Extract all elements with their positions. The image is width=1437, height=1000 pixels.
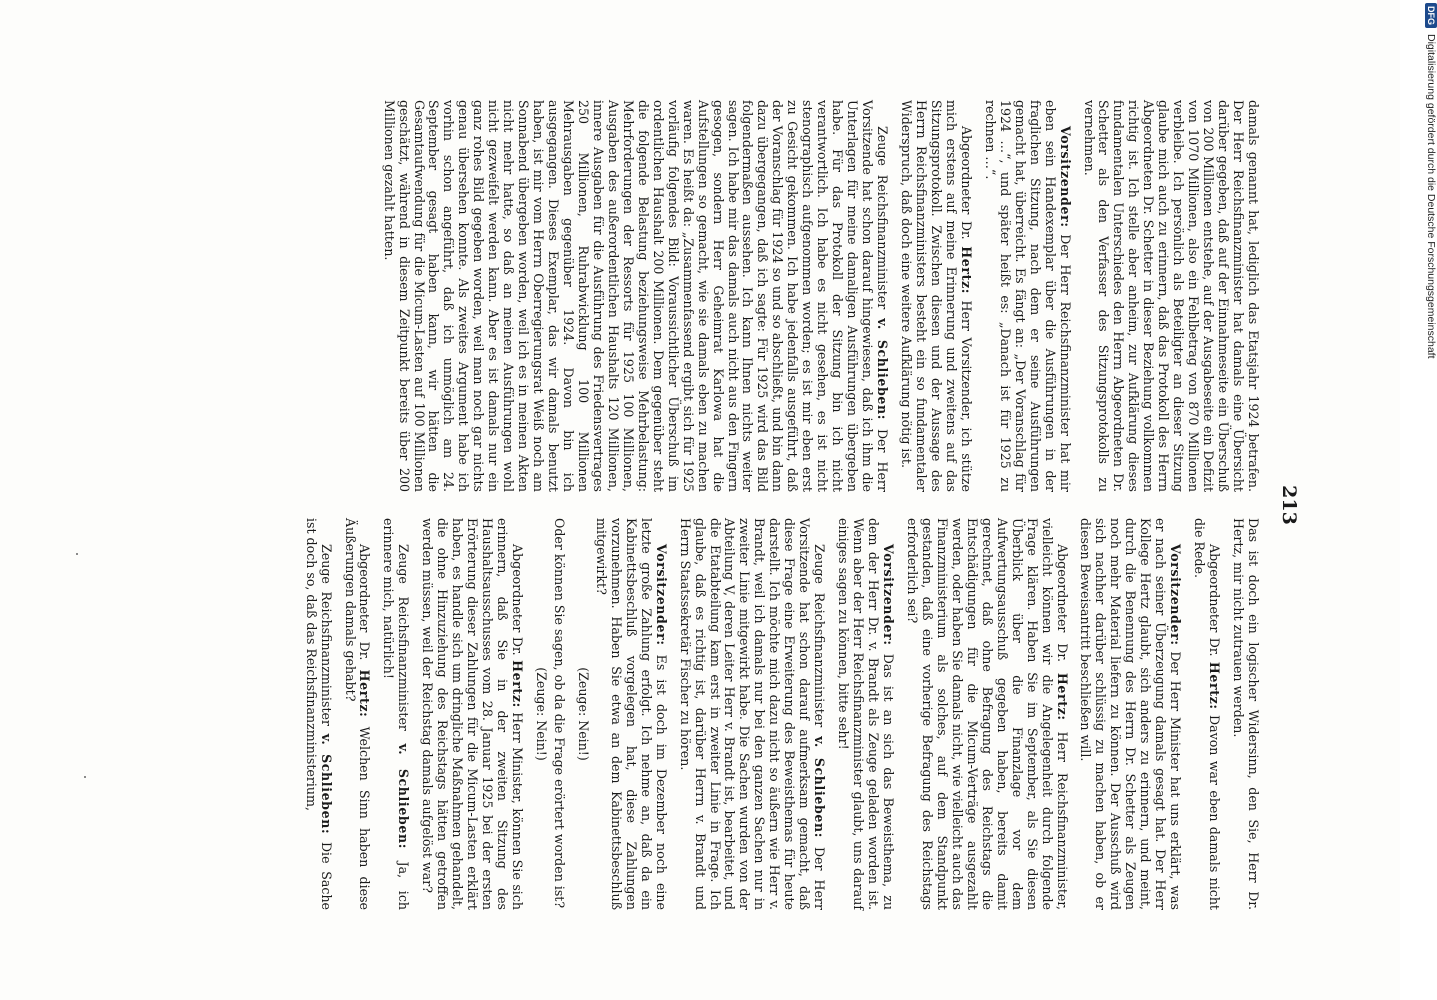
left-column [381,100,1260,492]
speaker-role: Abgeordneter Dr. [1054,544,1070,663]
speaker-role: Zeuge Reichsfinanzminister [812,544,828,728]
right-column [303,518,1260,910]
paragraph-text: Ja, ich erinnere mich, natürlich! [381,518,412,910]
speaker-role: Abgeordneter Dr. [1207,544,1223,657]
speaker-role: Abgeordneter Dr. [357,544,373,661]
paragraph-text: Das ist doch ein logischer Widersinn, den Sie, Herr Dr. Hertz, mir nicht zutrauen werden. [1231,518,1261,910]
speaker-name: v. Schlieben: [396,743,412,849]
paragraph [419,518,524,910]
paragraph-text: Das ist an sich das Beweisthema, zu dem der Herr Dr. v. Brandt als Zeuge geladen worden ist. Wenn aber der Herr Reichsfinanzminister glaubt, uns darauf einiges sagen zu können, bitte sehr! [836,518,897,910]
paragraph [380,518,410,910]
paragraph [904,518,1068,910]
paragraph-text: Herr Vorsitzender, ich stütze mich erstens auf meine Erinnerung und zweitens auf das Sitzungsprotokoll. Zwischen diesen und der Aussage des Herrn Reichsfinanzministers besteht ein so fundamentaler Widerspruch, daß doch eine weitere Aufklärung nötig ist. [899,100,974,492]
scan-speck [76,553,78,555]
paragraph: (Zeuge: Nein!) [534,667,550,761]
paragraph [551,518,566,910]
paragraph-text: Welchen Sinn haben diese Äußerungen damals gehabt? [342,518,373,910]
paragraph-text: Der Herr Vorsitzende hat schon darauf hingewiesen, daß ich ihm die Unterlagen für meine damaligen Ausführungen übergeben habe. Für das Protokoll der Sitzung bin ich nicht verantwortlich. Ich habe es nicht gesehen, es ist nicht stenographisch aufgenommen worden; es ist mir eben erst zu Gesicht gekommen. Ich habe jedenfalls ausgeführt, daß der Voranschlag für 1924 so und so abschließt, und bin dann dazu übergegangen, daß ich sagte: Für 1925 wird das Bild folgendermaßen aussehen. Ich kann Ihnen nichts weiter sagen. Ich habe mir das damals auch nicht aus den Fingern gesogen, sondern Herr Geheimrat Karlowa hat die Aufstellungen so gemacht, wie sie damals eben zu machen waren. Es heißt da: „Zusammenfassend ergibt sich für 1925 vorläufig folgendes Bild: Voraussichtlicher Überschuß im ordentlichen Haushalt 200 Millionen. Dem gegenüber steht die folgende Belastung beziehungsweise Mehrbelastung: Mehrforderungen der Ressorts für 1925 100 Millionen, Ausgaben des außerordentlichen Haushalts 120 Millionen, innere Ausgaben für die Ausführung des Friedensvertrages 250 Millionen, Ruhrabwicklung 100 Millionen Mehrausgaben gegenüber 1924. Davon bin ich ausgegangen. Dieses Exemplar, das wir damals benutzt haben, ist mir vom Herrn Oberregierungsrat Weiß noch am Sonnabend übergeben worden, weil ich es in meinen Akten nicht mehr hatte, so daß an meinen Ausführungen wohl nicht gezweifelt werden kann. Aber es ist damals nur ein ganz rohes Bild gegeben worden, weil man noch gar nichts genau übersehen konnte. Als zweites Argument habe ich vorhin schon angeführt, daß ich unmöglich am 24. September gesagt haben kann, wir hätten die Gesamtaufwendung für die Micum-Lasten auf 100 Millionen geschätzt, während in diesem Zeitpunkt bereits über 200 Millionen gezahlt hatten. [381,100,891,492]
paragraph-text: damals genannt hat, lediglich das Etatsjahr 1924 betrafen. Der Herr Reichsfinanzminister hat damals eine Übersicht darüber gegeben, daß auf der Einnahmeseite ein Überschuß von 200 Millionen entstehe, auf der Ausgabeseite ein Defizit von 1070 Millionen, also ein Fehlbetrag von 870 Millionen verbleibe. Ich persönlich als Beteiligter an dieser Sitzung glaube mich auch zu erinnern, daß das Protokoll des Herrn Abgeordneten Dr. Schetter in dieser Beziehung vollkommen richtig ist. Ich stelle aber anheim, zur Aufklärung dieses fundamentalen Unterschiedes den Herrn Abgeordneten Dr. Schetter als den Verfasser des Sitzungsprotokolls zu vernehmen. [1081,100,1261,492]
speaker-name: Hertz: [1207,661,1223,710]
paragraph-text: Davon war eben damals nicht die Rede. [1192,518,1223,910]
paragraph-text: Oder können Sie sagen, ob da die Frage erörtert worden ist? [551,518,567,909]
paragraph [593,518,668,910]
paragraph [1191,518,1221,910]
paragraph [1078,518,1183,910]
speaker-role: Zeuge Reichsfinanzminister [875,126,891,310]
speaker-name: Hertz: [510,660,526,708]
paragraph: (Zeuge: Nein!) [575,667,591,761]
speaker-name: Hertz: [958,246,974,294]
speaker-name: v. Schlieben: [318,733,334,835]
speaker-role: Zeuge Reichsfinanzminister [318,544,334,727]
paragraph [381,100,889,492]
speaker-name: v. Schlieben: [875,318,891,420]
paragraph-text: Es ist doch im Dezember noch eine letzte große Zahlung erfolgt. Ich nehme an, daß da ein Kabinettsbeschluß vorgelegen hat, diese Zahlungen vorzunehmen. Haben Sie etwa an dem Kabinettsbeschluß mitgewirkt? [593,518,669,910]
scan-speck [84,776,86,778]
speaker-name: Hertz: [357,669,373,718]
paragraph [342,518,372,910]
speaker-name: Vorsitzender: [653,544,669,646]
speaker-name: Vorsitzender: [881,544,897,646]
paragraph-text: Die Sache ist doch so, daß das Reichsfinanzministerium, [303,518,334,911]
paragraph-text: Der Herr Minister hat uns erklärt, was er nach seiner Überzeugung damals gesagt hat. Der Herr Kollege Hertz glaubt, sich anders zu erinnern, und meint, durch die Benennung des Herrn Dr. Schetter als Zeugen noch mehr Material liefern zu können. Der Ausschuß wird sich nachher darüber schlüssig zu machen haben, ob er diesen Beweisantritt beschließen will. [1078,518,1184,910]
paragraph [677,518,827,910]
paragraph-text: Herr Reichsfinanzminister, vielleicht können wir die Angelegenheit durch folgende Frage klären. Haben Sie im September, als Sie diesen Überblick über die Finanzlage vor dem Aufwertungsausschuß gegeben haben, bereits damit gerechnet, daß ohne Befragung des Reichstags die Entschädigungen für die Micum-Verträge ausgezahlt werden, oder haben Sie damals nicht, wie vielleicht auch das Finanzministerium als solches, auf dem Standpunkt gestanden, daß eine vorherige Befragung des Reichstags erforderlich sei? [904,518,1070,910]
speaker-name: Vorsitzender: [1168,544,1184,646]
speaker-name: v. Schlieben: [812,736,828,838]
page-number: 213 [1278,485,1300,525]
paragraph [835,518,895,910]
paragraph [303,518,333,910]
paragraph [1081,100,1260,492]
paragraph [898,100,973,492]
dfg-logo: DFG [1425,3,1437,28]
speaker-name: Hertz: [1054,672,1070,721]
speaker-role: Abgeordneter Dr. [510,544,526,656]
speaker-role: Zeuge Reichsfinanzminister [396,544,412,731]
paragraph-text: Herr Minister, können Sie sich erinnern, daß Sie in der zweiten Sitzung des Haushaltsausschusses vom 28. Januar 1925 bei der ersten Erörterung dieser Zahlungen für die Micum-Lasten erklärt haben, es handle sich um dringliche Maßnahmen gehandelt, die ohne Hinzuziehung des Reichstags hätten getroffen werden müssen, weil der Reichstag damals aufgelöst war? [420,518,526,910]
rotated-page [100,100,1300,910]
paragraph-text: Der Herr Reichsfinanzminister hat mir eben sein Handexemplar über die Ausführungen in der fraglichen Sitzung, nach dem er seine Ausführungen gemacht hat, überreicht. Es fängt an: „Der Voranschlag für 1924 …“, und später heißt es: „Danach ist für 1925 zu rechnen …“. [982,100,1073,492]
digitization-note [1425,3,1437,359]
digitization-note-text: Digitalisierung gefördert durch die Deutsche Forschungsgemeinschaft [1425,34,1437,359]
speaker-name: Vorsitzender: [1057,126,1073,228]
paragraph-text: Der Herr Vorsitzende hat schon darauf aufmerksam gemacht, daß diese Frage eine Erweiterung des Beweisthemas für heute darstellt. Ich möchte mich dazu nicht so äußern wie Herr v. Brandt, weil ich damals nur bei den ganzen Sachen nur in zweiter Linie mitgewirkt habe. Die Sachen wurden von der Abteilung V, deren Leiter Herr v. Brandt ist, bearbeitet, und die Etatabteilung kam erst in zweiter Linie in Frage. Ich glaube, daß es richtig ist, darüber Herrn v. Brandt und Herrn Staatssekretär Fischer zu hören. [677,518,828,910]
speaker-role: Abgeordneter Dr. [958,126,974,240]
paragraph [982,100,1072,492]
paragraph [1230,518,1260,910]
